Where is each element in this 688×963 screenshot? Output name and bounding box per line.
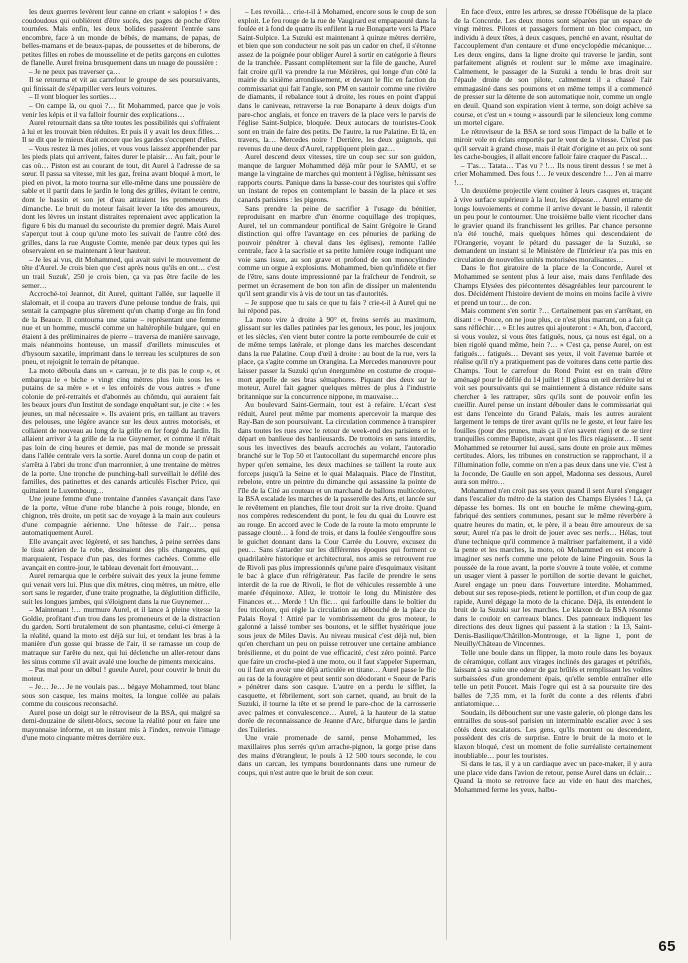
article-paragraph: – Pas mal pour un débul ! gueule Aurel, pour couvrir le bruit du moteur. <box>22 665 220 683</box>
article-paragraph: Aurel pose un doigt sur le rétroviseur de la BSA, qui malgré sa demi-douzaine de silent-blocs, secoue la réalité pour en faire une mayonnaise informe, et un instant mis à l'index, renvoie l'image d'une moto cinquante mètres derrière eux. <box>22 707 220 743</box>
article-paragraph: Mohammed n'en croit pas ses yeux quand il sent Aurel s'engager dans l'escalier du métro de la station des Champs Elysées ! Là, ça dépasse les bornes. Ils ont en bouche le même chewing-gum, fabriqué des sentiers communes, pesant sur le même réverbère à quatre heures du matin, et, le père, il a beau être amoureux de sa sœur, Aurel n'a pas le droit de jouer avec ses nerfs… Hélas, tout d'une technique qu'il commence à maîtriser parfaitement, il a vidé la pente et les marches, la moto, où Mohammed en est encore à imaginer ses nerfs comme une pelote de laine Pingouin. Sous la poussée de la roue avant, la porte s'ouvre à toute volée, et comme un usager vient à passer le portillon de sortie devant le guichet, Aurel engage un pneu dans l'ouverture interdite. Mohammed, debout sur ses repose-pieds, retient le portillon, et d'un coup de gaz rapide, Aurel dégage la moto de la chicane. Déjà, ils entendent le bruit de la Suzuki sur les marches. Le klaxon de la BSA résonne dans le couloir en carreaux blancs. Des panneaux indiquent les directions des deux lignes qui passent à la station : la 13, Saint-Denis-Basilique/Châtillon-Montrouge, et la ligne 1, pont de Neuilly/Château de Vincennes. <box>454 485 652 649</box>
text-column-left <box>22 8 220 940</box>
article-paragraph: Aurel retournait dans sa tête toutes les possibilités qui s'offraient à lui et les trouvait bien réduites. Et puis il y avait les deux filles… Il se dit que le mieux était encore que les gardes s'occupent d'elles. <box>22 118 220 145</box>
column-divider <box>446 8 447 940</box>
article-paragraph: En face d'eux, entre les arbres, se dresse l'Obélisque de la place de la Concorde. Les deux motos sont séparées par un espace de vingt mètres. Pilotes et passagers forment un bloc compact, un individu à deux têtes, à deux casques, penché en avant, résultat de l'accouplement d'un centaure et d'une encyclopédie mécanique… Les deux engins, dans la ligne droite qui traverse le jardin, sont parfaitement alignés et roulent sur le même axe imaginaire. Calmement, le passager de la Suzuki a tendu le bras droit sur l'épaule droite de son pilote, calmement il a chassé l'air emmagasiné dans ses poumons et en même temps il a commencé de presser sur la détente de son automatique noir, comme un ongle en deuil. Quand son expiration vient à terme, son doigt achève sa course, et c'est un « toung » assourdi par le silencieux long comme un mortel cigare. <box>454 8 652 128</box>
article-paragraph: Il se retourna et vit au carrefour le groupe de ses poursuivants, qui finissait de s'éparpiller vers leurs voitures. <box>22 75 220 93</box>
article-paragraph: – Les revoilà… crie-t-il à Mohamed, encore sous le coup de son exploit. Le feu rouge de la rue de Vaugirard est empapaouté dans la foulée et à fond de quatre ils enfilent la rue Bonaparte vers la Place Saint-Sulpice. La Suzuki est maintenant à quinze mètres derrière, et bien que son conducteur ne soit pas un cador en chef, il s'étonne assez de la poignée pour obliger Aurel à sortir en catégorie à fleurs de la tranchée. Passant complètement sur la file de gauche, Aurel fait croire qu'il va prendre la rue Mézières, qui longe d'un côté la mairie du sixième arrondissement, et devant le flic en faction du commissariat qui fait l'angle, son PM en sautoir comme une rivière de diamants, il rebalance tout à droite, les roues en point d'appui dans le caniveau, retraverse la rue Bonaparte à deux doigts d'un pare-choc anglais, et fonce en travers de la place vers le parvis de l'église Saint-Sulpice, bloquée. Deux autocars de touristes-Cook sont en train de faire des petits. De l'autre, la rue Palatine. Et là, en travers, la… Mercedes noire ! Derrière, les deux guignols, qui revenus du une deux d'Aurel, rappliquent plein gaz… <box>238 8 436 153</box>
article-paragraph: La moto déboula dans un « carreau, je te dis pas le coup », et embarqua le « biche » vingt cinq mètres plus loin sous les « putains de sa mère » et « les enfoirés de vous autres » d'une colonie de pré-retraités et d'abonnés au chômdu, qui auraient fait les beaux jours d'un Institut de sondage enquêtant sur, je cite : « les jeunes, un mal nécessaire ». Ils avaient pris, en taillant au travers des pelouses, une légère avance sur les deux autres motorisés, et collaient de nouveau au long de la grille en fer forgé du Jardin. Ils allaient arriver à la grille de la rue Guynemer, et comme il n'était pas loin de cinq heures et demie, pas mal de monde se pressait dans l'allée centrale vers la sortie. Aurel donna un coup de patin et s'arrêta à l'abri du tronc d'un marronnier, à une trentaine de mètres de la porte. Une tronche de punching-ball surveillait le défilé des familles, des patinettes et des canards articulés Fischer Price, qui quittaient le Luxembourg… <box>22 365 220 495</box>
article-paragraph: Un deuxième projectile vient couiner à leurs casques et, traçant à vive surface supérieure à la leur, les dépasse… Aurel entame de longs louvoiements et comme il arrive devant le bassin, il ralentit un peu pour le contourner. Une troisième balle vient ricocher dans le gravier quand ils franchissent les grilles. Par chance personne n'a été touché, mais quelques hômes qui descendaient de l'Orangerie, voyant le pétard du passager de la Suzuki, se demandent un instant si le Ministère de l'Intérieur n'a pas mis en circulation de nouvelles unités motorisées moralisantes… <box>454 186 652 264</box>
article-paragraph: – Maintenant !… murmure Aurel, et il lance à pleine vitesse la Goldie, profitant d'un trou dans les promeneurs et de la distraction du garden. Sorti brutalement de son phantasme, celui-ci émerge à la réalité, quand la moto est déjà sur lui, et tendant les bras à la manière d'un gosse qui brasse de l'air, il se ramasse un coup de matraque sur l'arête du nez, qui lui déclenche un aller-retour dans les sinus comme s'il avait avalé une louche de piments mexicains. <box>22 605 220 666</box>
article-paragraph: – On campe là, ou quoi ?… fit Mohammed, parce que je vois venir les képis et il va falloir fournir des explications… <box>22 101 220 119</box>
article-paragraph: La moto vire à droite à 90° et, freins serrés au maximum, glissant sur les dalles patinées par les genoux, les pouc, les joujoux et les siècles, s'en vient buter contre la porte rembourrée de cuir et de même temps latérale, et plonge dans les marches descendant dans la rue Palatine. Coup d'œil à droite : au bout de la rue, vers la place, ça s'agite comme un Orangina. La Mercedes manœuvre pour laisser passer la Suzuki qu'un énergumène en costume de croque-mort appelle de ses bras sémaphores. Piquant des deux sur le moteur, Aurel fait gagner quelques mètres de plus à l'industrie britannique sur la concurrence nippone, m mauvaise… <box>238 314 436 401</box>
text-column-middle <box>238 8 436 940</box>
article-paragraph: – Vous restez là mes jolies, et vous vous laissez appréhender par les pieds plats qui arrivent, faites durer le plaisir… Au fait, pour le cas où… Piston est au courant de tout, dit Aurel à l'adresse de sa sœur. Il passa sa vitesse, mit les gaz, freina avant bloqué à mort, le pied en pivot, la moto tourna sur elle-même dans une poussière de sable et il partit dans le jardin le long des grilles, évitant le centre, dont le bassin et son jet d'eau attiraient les promeneurs du dimanche. Le bruit du moteur faisait lever la tête des amoureux, dont les lèvres un instant distraites reprenaient avec application la figure 6 bis du manuel du secouriste du premier degré. Mais Aurel s'aperçut tout à coup qu'une moto les suivait de l'autre côté des grilles, dans la rue Auguste Comte, menée par deux types qui les observaient en se maintenant à leur hauteur. <box>22 143 220 256</box>
article-paragraph: Dans le flot giratoire de la place de la Concorde, Aurel et Mohammed se sentent plus à leur aise, mais dans l'enfilade des Champs Elysées des piécontentes désagréables leur parcourent le dos. Décidément l'histoire devient de moins en moins facile à vivre et prend un tour… de con. <box>454 263 652 307</box>
article-paragraph: Une jeune femme d'une trentaine d'années s'avançait dans l'axe de la porte, vêtue d'une robe blanche à pois rouge, blonde, en chignon, très droite, un petit sac de voyage à la main aux couleurs d'une compagnie aérienne. Une hôtesse de l'air… pensa automatiquement Aurel. <box>22 494 220 538</box>
page-number: 65 <box>658 938 676 955</box>
text-column-right <box>454 8 652 940</box>
article-paragraph: – Il vont bloquer les sorties… <box>29 92 117 102</box>
article-paragraph: Sans prendre la peine de sacrifier à l'usage du bénitier, reproduisant en marbre d'un énorme coquillage des tropiques, Aurel, tel un commandeur pontifical de Saint Grégoire le Grand distinction qui offre l'avantage en ces pénuries de parking de pouvoir pénétrer à cheval dans les églises), remonte l'allée centrale, face à la sacristie et sa petite lumière rouge indiquant une voie sans issue, au son grave et profond de son monocylindre comme un orgue à explosions. Mohammed, bien qu'infidèle et fier de l'être, sans doute impressionné par la fraîcheur de l'endroit, se permet un écrasement de bon ton afin de dissiper un malentendu qu'il sent grandir vis à vis de tout un tas d'autorités. <box>238 203 436 299</box>
article-paragraph: – Je… Je… Je ne voulais pas… bégaye Mohammed, tout blanc sous son casque, les mains moites, la longue collée au palais comme du couscous reconsaché. <box>22 682 220 709</box>
article-paragraph: Au boulevard Saint-Germain, tout est à refaire. L'écart s'est réduit, Aurel peut même par moments apercevoir la marque des Ray-Ban de son poursuivant. La circulation commence à transpirer dans toutes les rues avec le retour de week-end des parisiens et le départ en banlieue des banlieusards. De trottoirs en sens interdits, sous les invectives des beaufs accrochés au volant, l'autoradio branché sur le Top 50 et l'autocollant du supermarché encore plus hyper qu'en semaine, les deux machines se taillent la route aux forceps jusqu'à la Seine et le quai Malaquais. Place de l'Institut, rebelote, entre un peintre du dimanche qui assassine la pointe de l'île de la Cité au couteau et un marchand de ballons multicolores, la BSA escalade les marches de la passerelle des Arts, et lancée sur le revêtement en planches, file tout droit sur la rive droite. Quand nos compères redescendent du pont, le feu du quai du Louvre est au rouge. En accord avec le Code de la route la moto emprunte le passage clouté… à fond de trois, et dans la foulée s'engouffre sous le guichet donnant dans la Cour Carrée du Louvre, excusez du peu… Sans s'attarder sur les différentes époques qui forment ce quadrilatère historique et architectural, nos amis se retrouvent rue de Rivoli pas plus impressionnés qu'une paire d'esquimaux visitant le bac à glace d'un réfrigérateur. Pas facile de prendre le sens interdit de la rue de Rivoli, le flot de véhicules ressemble à une marée d'équinoxe. Allez, le trottoir le long du Ministère des Finances et… Merde ! Un flic… qui farfouille dans le boîtier du feu tricolore, qui règle la circulation au débouché de la place du Palais Royal ! Attiré par le vombrissement du gros moteur, le galonné a laissé tomber ses boutons, et le sifflet hystérique joue sous jeux de Miles Davis. Au niveau musical c'est déjà nul, bien qu'en cherchant un peu on puisse retrouver une certaine ambiance brésilienne, et du point de vue efficacité, c'est zéro pointé. Parce que faire un croche-pied à une moto, ou il faut s'appeler Superman, ou il faut en avoir une déjà articulée en titane… Aurel passe le flic au ras de la fouragère et peut sentir son déodorant « Sueur de Paris » pénétrer dans son casque. L'autre en a perdu le sifflet, la casquette, et fébrilement, sort son carnet, quand, au bruit de la Suzuki, il tourne la tête et se prend le pare-choc de la carrosserie avec palmes et convalescence… Aurel, à la hauteur de la statue dorée de reconnaissance de Jeanne d'Arc, bifurque dans le jardin des Tuileries. <box>238 400 436 734</box>
article-paragraph: Mais comment s'en sortir ?… Certainement pas en s'arrêtant, en disant : « Pouce, on ne joue plus, ce n'est plus marrant, on a fait ça sans réfléchir… » Et les autres qui ajouteront : « Ah, bon, d'accord, si vous voulez, si vous êtes fatigués, nous, ça nous est égal, on a bien rigolé quand même, hein ?… » C'est ça, pense Aurel, on est fatigués… fatigués… Devant ses yeux, il voit l'avenue barrée et réalise qu'il n'y a pratiquement pas de voitures dans cette partie des Champs. Tout le carrefour du Rond Point est en train d'être aménagé pour le défilé du 14 juillet ! Il glissa un œil derrière lui et voit ses poursuivants qui se maintiennent à distance réduite sans chercher à les rattraper, sûrs qu'ils sont de pouvoir enfin les cueillir. Aurel pense un instant débouler dans le commissariat qui est dans l'enceinte du Grand Palais, mais les autres auraient largement le temps de tirer avant qu'ils ne le geste, et leur faire les fouilles (pour des prunes, mais ça il n'en savent rien) et de se tirer tranquilles comme Baptiste, avant que les flics réagissent… Il sent Mohammed se retourner lui aussi, sans doute en proie aux mêmes certitudes. Alors, les tribunes en construction se rapprochant, il a l'illumination folle, comme on n'en a pas deux dans une vie. C'est à la Joconde, De Gaulle en son appel, Madonna ses dessous, Aurel aura son métro… <box>454 306 652 487</box>
article-paragraph: Si dans le tas, il y a un cardiaque avec un pace-maker, il y aura une place vide dans l'avion de retour, pense Aurel dans un éclair… Quand la moto se retrouve face au vide en haut des marches, Mohammed ferme les yeux, halbu- <box>454 759 652 794</box>
article-paragraph: Telle une boule dans un flipper, la moto roule dans les boyaux de céramique, collant aux virages inclinés des garages et pétrifiés, laissant à sa suite une odeur de gaz brûlés et remplissant les voûtes surbaissées d'un grondement épais, qu'elle semble entraîner elle telle un petit Poucet. Mais l'ogre qui est à sa poursuite tire des balles de 7,35 mm, et la forêt du conte a des rélents d'abri antiatomique… <box>454 648 652 709</box>
article-paragraph: – T'as… Tatata… T'as vu ? !… Ils nous tirent dessus ! se met à crier Mohammed. Des fous !… Je veux descendre !… J'en ai marre !… <box>454 160 652 187</box>
article-paragraph: Le rétroviseur de la BSA se tord sous l'impact de la balle et le miroir vole en éclats emportés par le vent de la vitesse. C'n'est pas qu'il servait à grand chose, mais il était d'origine et au prix où sont les cache-bougies, il allait encore falloir faire craquer du Pascal… <box>454 126 652 162</box>
column-divider <box>230 8 231 940</box>
article-paragraph: Aurel descend deux vitesses, tire un coup sec sur son guidon, manque de larguer Mohammed déjà mûr pour le SAMU, et se mange la vingtaine de marches qui montent à l'église, hénissant ses rapports courts. Panique dans la basse-cour des touristes qui s'offre un instant de repos en contemplant le bassin de la place et ses canards parisiens : les pigeons. <box>238 152 436 205</box>
article-paragraph: – Je ne peux pas traverser ça… <box>29 66 121 76</box>
article-paragraph: Une vraie promenade de santé, pense Mohammed, les maxillaires plus serrés qu'un arrache-pignon, la gorge prise dans des mains d'étrangleur, le pouls à 12 500 tours seconde, le cou dans un carcan, les tympans bourdonnants dans une rumeur de coups, qui n'est autre que le bruit de son cœur. <box>238 733 436 777</box>
article-paragraph: les deux guerres levèrent leur canne en criant « salopios ! » des coudoudous qui oublièrent d'être sucés, des pages de poche d'être tournées. Mais enfin, les deux bolides passèrent l'entrée sans encombre, face à un monde de bébés, de mamans, de papas, de belles-mamans et de beaux-papas, de poussettes et de biberons, de petites filles en robes de mousseline et de petits garçons en culottes de flanelle. Aurel freina brusquement dans un nuage de poussière : <box>22 8 220 68</box>
article-paragraph: Accroché-toi Jeannot, dit Aurel, quittant l'allée, sur laquelle il slalomait, et il coupa au travers d'une pelouse tondue de frais, qui sentait la campagne plus sûrement qu'un champ d'orge au fin fond de la Beauce. Il contourna une statue – représentant une femme nue et un homme, musclé comme un haltérophile bulgare, qui en étaient à des préliminaires de pierre – traversa de manière sauvage, mais néanmoins honteuse, un massif d'œillets minuscules et d'hysoum saxatile, imprimant dans le terreau les sculptures de son pneu, et rejoignit le terrain de pétanque. <box>22 289 220 367</box>
article-paragraph: – Je les ai vus, dit Mohammed, qui avait suivi le mouvement de tête d'Aurel. Je crois bien que c'est après nous qu'ils en ont… c'est un trail Suzuk', 250 je crois bien, ça va pas être facile de les semer… <box>22 254 220 290</box>
article-paragraph: Aurel remarqua que le cerbère suivait des yeux la jeune femme qui venait vers lui. Plus que dix mètres, cinq mètres, un mètre, elle sort sans le regarder, d'une traite prognathe, la déglutition difficile, suit les longues jambes, qui s'éloignent dans la rue Guynemer… <box>22 571 220 606</box>
article-paragraph: – Je suppose que tu sais ce que tu fais ? crie-t-il à Aurel qui ne lui répond pas. <box>238 297 436 316</box>
article-paragraph: Elle avançait avec légèreté, et ses hanches, à peine serrées dans le tissu aérien de la robe, dessinaient des plis changeants, qui marquaient, l'espace d'un pas, des formes cachées. Comme elle avançait en contre-jour, le tableau devenait fort émouvant… <box>22 536 220 572</box>
article-paragraph: Soudain, ils débouchent sur une vaste galerie, où plonge dans les entrailles du sous-sol parisien un interminable escalier avec à ses côtés deux escalators. Les gens, qu'ils montent ou descendent, possèdent des cris de surprise. Entre le bruit de la moto et le klaxon bloqué, c'est un moment de folie surréaliste certainement inoubliable… pour les touristes. <box>454 707 652 760</box>
